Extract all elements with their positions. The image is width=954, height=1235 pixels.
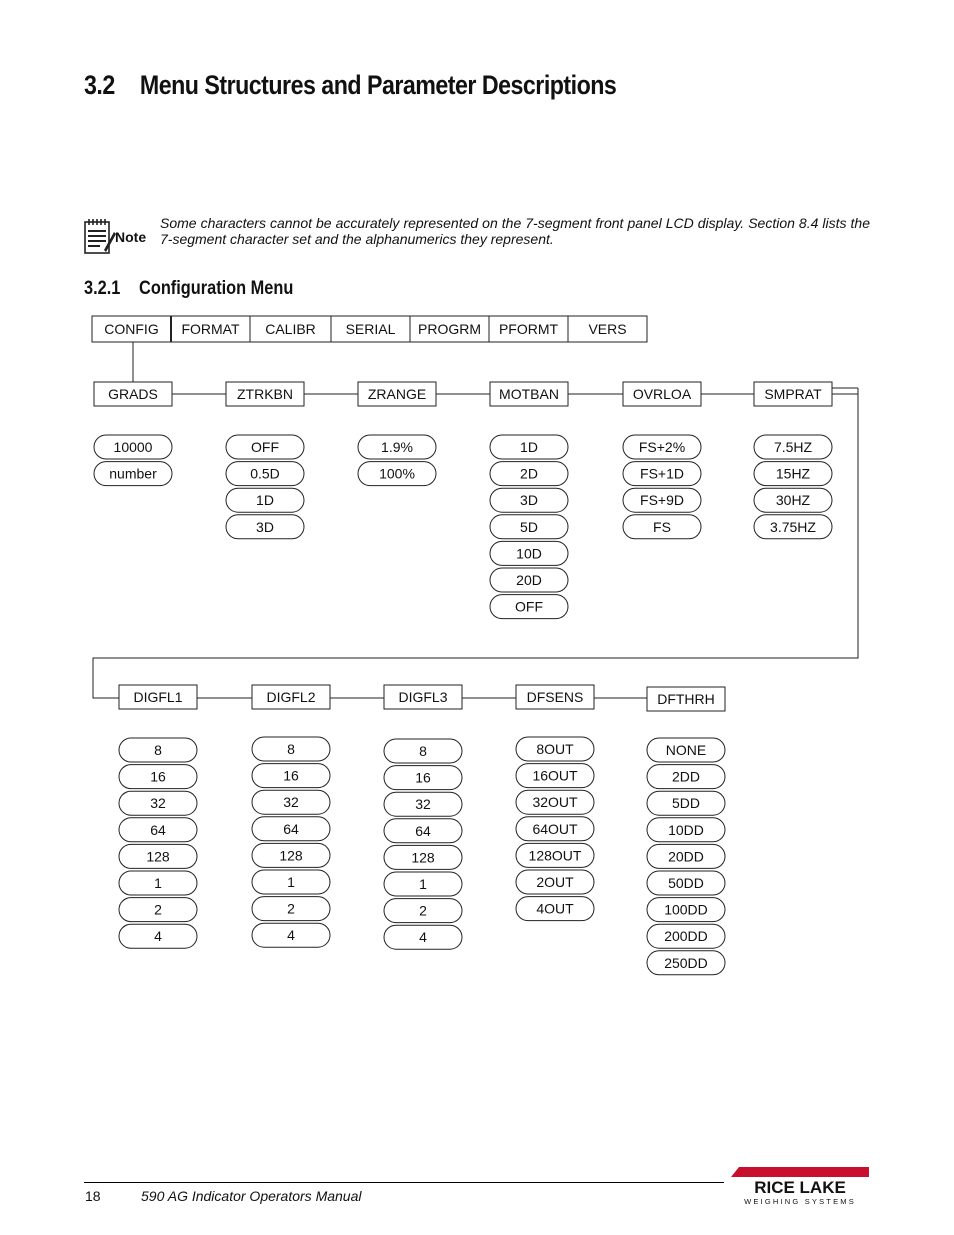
option-label-motban-5d: 5D xyxy=(520,518,538,535)
option-label-dfthrh-50dd: 50DD xyxy=(668,875,704,891)
option-label-digfl2-4: 4 xyxy=(287,927,295,944)
subsection-title: Configuration Menu xyxy=(139,278,294,299)
option-label-digfl2-16: 16 xyxy=(283,767,299,784)
param-label-zrange: ZRANGE xyxy=(367,386,427,402)
option-label-dfsens-16out: 16OUT xyxy=(532,767,578,784)
option-label-motban-2d: 2D xyxy=(520,465,538,482)
menu-tab-label-vers: VERS xyxy=(588,321,627,337)
option-label-dfthrh-10dd: 10DD xyxy=(668,821,704,838)
option-label-ztrkbn-0p5d: 0.5D xyxy=(250,465,280,482)
menu-tab-label-progrm: PROGRM xyxy=(418,321,481,337)
option-label-grads-10000: 10000 xyxy=(113,439,153,455)
logo-wordmark: RICE LAKE xyxy=(754,1178,846,1197)
option-label-dfthrh-2dd: 2DD xyxy=(671,768,701,785)
option-label-digfl2-128: 128 xyxy=(279,847,303,864)
option-label-motban-10d: 10D xyxy=(516,545,542,562)
option-label-digfl1-8: 8 xyxy=(154,742,162,758)
option-label-digfl1-16: 16 xyxy=(150,768,166,785)
option-label-smprat-15hz: 15HZ xyxy=(775,465,811,482)
option-label-digfl1-1: 1 xyxy=(154,875,162,891)
option-label-digfl3-16: 16 xyxy=(415,769,431,786)
footer-rule xyxy=(84,1182,724,1183)
option-label-digfl2-32: 32 xyxy=(283,794,299,811)
option-label-digfl1-2: 2 xyxy=(154,901,162,918)
note-label: Note xyxy=(115,229,147,245)
note-text: Some characters cannot be accurately represented on the 7-segment front panel LCD display. Section 8.4 lists the 7-segment character set and the alphanumerics they represent. xyxy=(160,215,870,247)
option-label-digfl3-2: 2 xyxy=(419,902,427,919)
param-label-dfsens: DFSENS xyxy=(526,689,584,705)
option-label-dfthrh-200dd: 200DD xyxy=(664,928,708,945)
logo-tagline: WEIGHING SYSTEMS xyxy=(744,1197,856,1206)
option-label-digfl3-4: 4 xyxy=(419,929,427,946)
option-label-ovrloa-fsplus1d: FS+1D xyxy=(640,465,684,482)
param-label-motban: MOTBAN xyxy=(499,386,559,402)
page-number: 18 xyxy=(85,1188,101,1204)
option-label-dfsens-2out: 2OUT xyxy=(536,874,574,890)
param-label-digfl1: DIGFL1 xyxy=(133,689,183,705)
option-label-motban-1d: 1D xyxy=(520,439,538,455)
param-label-digfl3: DIGFL3 xyxy=(398,689,448,705)
option-label-digfl3-128: 128 xyxy=(411,849,435,866)
option-label-ztrkbn-1d: 1D xyxy=(256,492,274,509)
option-label-ovrloa-fsplus9d: FS+9D xyxy=(640,492,684,509)
param-label-dfthrh: DFTHRH xyxy=(657,691,715,707)
menu-tab-label-calibr: CALIBR xyxy=(265,321,316,337)
option-label-digfl2-1: 1 xyxy=(287,874,295,890)
option-label-dfthrh-100dd: 100DD xyxy=(664,901,708,918)
option-label-digfl3-8: 8 xyxy=(419,743,427,759)
menu-tab-label-serial: SERIAL xyxy=(345,321,396,337)
option-label-smprat-3p75hz: 3.75HZ xyxy=(770,518,816,535)
option-label-motban-20d: 20D xyxy=(516,572,542,588)
connector-wrap xyxy=(93,388,858,698)
menu-tab-label-pformt: PFORMT xyxy=(498,321,559,337)
manual-title: 590 AG Indicator Operators Manual xyxy=(141,1188,362,1204)
option-label-motban-3d: 3D xyxy=(520,492,538,509)
param-label-smprat: SMPRAT xyxy=(764,386,822,402)
option-label-digfl1-4: 4 xyxy=(154,928,162,945)
option-label-digfl1-32: 32 xyxy=(150,795,166,812)
subsection-number: 3.2.1 xyxy=(84,278,121,299)
option-label-digfl3-1: 1 xyxy=(419,876,427,892)
option-label-motban-off: OFF xyxy=(515,598,543,615)
option-label-digfl2-8: 8 xyxy=(287,741,295,757)
option-label-ovrloa-fs: FS xyxy=(653,518,671,535)
option-label-ztrkbn-3d: 3D xyxy=(256,518,274,535)
option-label-dfsens-8out: 8OUT xyxy=(536,741,574,757)
param-label-grads: GRADS xyxy=(108,386,158,402)
option-label-dfsens-4out: 4OUT xyxy=(536,900,574,917)
option-label-digfl2-2: 2 xyxy=(287,900,295,917)
option-label-ovrloa-fsplus2pct: FS+2% xyxy=(638,439,686,455)
option-label-zrange-1p9pct: 1.9% xyxy=(381,439,413,455)
option-label-dfthrh-250dd: 250DD xyxy=(664,954,708,971)
option-label-digfl3-64: 64 xyxy=(415,822,431,839)
option-label-digfl1-128: 128 xyxy=(146,848,170,865)
option-label-ztrkbn-off: OFF xyxy=(251,439,279,455)
section-number: 3.2 xyxy=(84,70,115,100)
param-label-digfl2: DIGFL2 xyxy=(266,689,316,705)
option-label-digfl2-64: 64 xyxy=(283,820,299,837)
option-label-zrange-100pct: 100% xyxy=(379,465,415,482)
option-label-dfthrh-none: NONE xyxy=(665,742,707,758)
param-label-ztrkbn: ZTRKBN xyxy=(237,386,293,402)
rice-lake-logo xyxy=(731,1167,869,1209)
param-label-ovrloa: OVRLOA xyxy=(632,386,692,402)
section-title: Menu Structures and Parameter Descriptions xyxy=(139,70,617,100)
menu-tab-label-format: FORMAT xyxy=(181,321,240,337)
option-label-dfsens-32out: 32OUT xyxy=(532,794,578,811)
option-label-dfsens-128out: 128OUT xyxy=(528,847,582,864)
option-label-digfl1-64: 64 xyxy=(150,821,166,838)
option-label-smprat-7p5hz: 7.5HZ xyxy=(773,439,813,455)
option-label-smprat-30hz: 30HZ xyxy=(775,492,811,509)
option-label-dfthrh-20dd: 20DD xyxy=(668,848,704,865)
option-label-grads-number: number xyxy=(109,465,157,482)
menu-tab-label-config: CONFIG xyxy=(104,321,159,337)
option-label-dfthrh-5dd: 5DD xyxy=(671,795,701,812)
option-label-dfsens-64out: 64OUT xyxy=(532,820,578,837)
option-label-digfl3-32: 32 xyxy=(415,796,431,813)
